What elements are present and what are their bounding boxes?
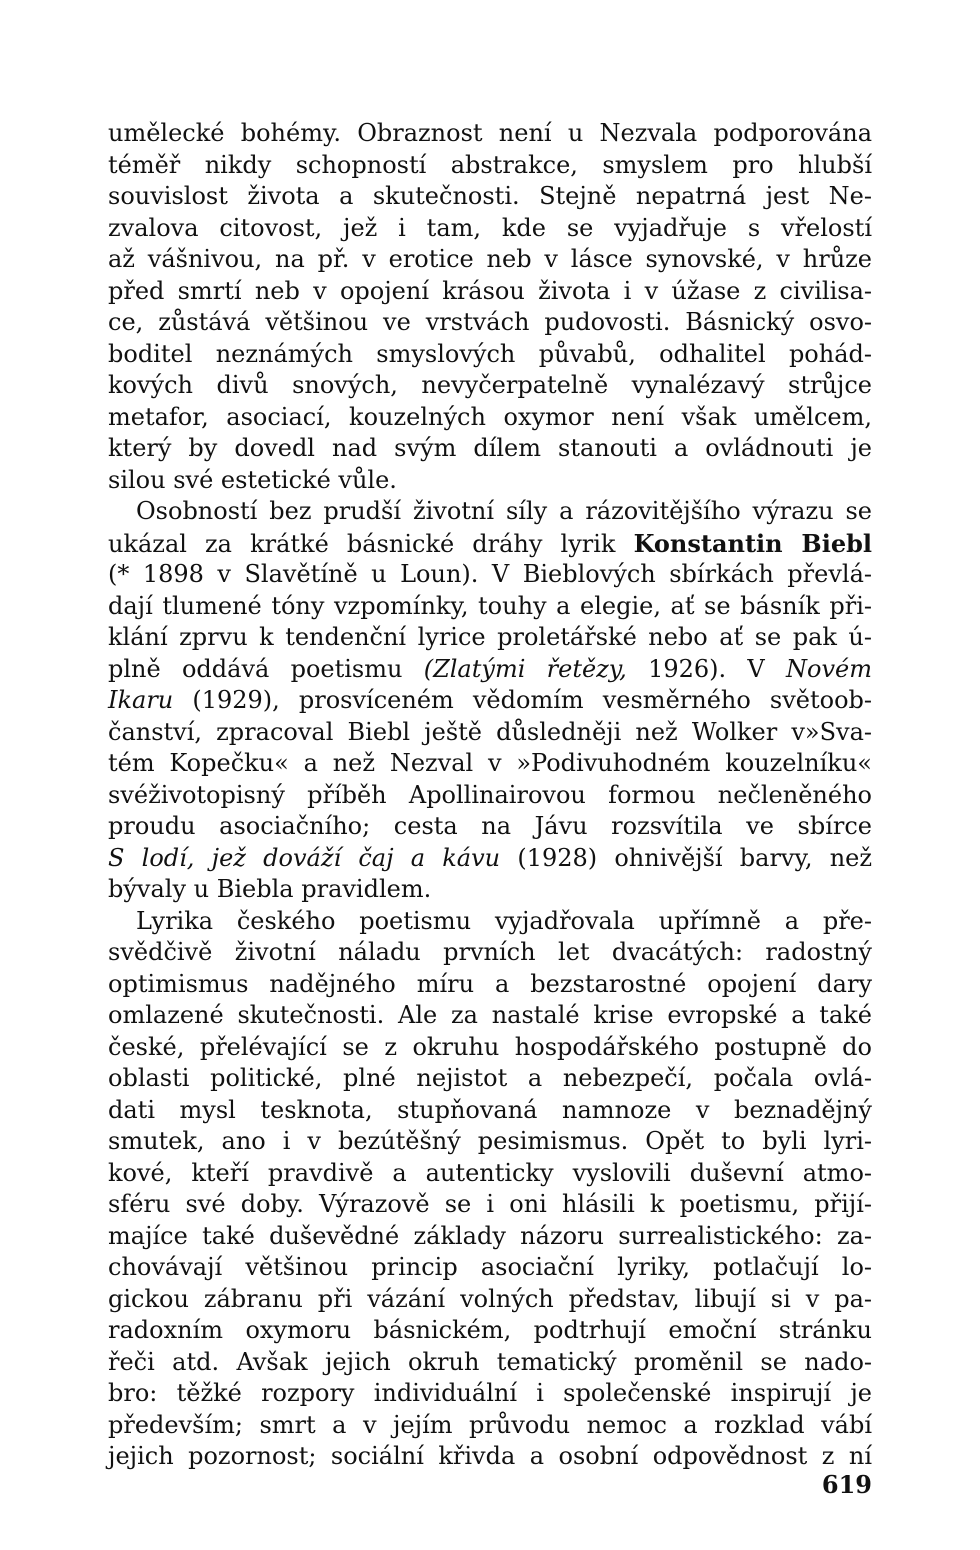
text-run: ce, zůstává většinou ve vrstvách pudovosti. Básnický osvo-	[108, 308, 872, 336]
text-line	[108, 1158, 872, 1190]
text-run: svědčivě životní náladu prvních let dvacátých: radostný	[108, 938, 872, 966]
text-run: metafor, asociací, kouzelných oxymor není však umělcem,	[108, 402, 872, 431]
text-run: bývaly u Biebla pravidlem.	[108, 875, 432, 903]
text-run: (1929), prosvíceném vědomím vesměrného světoob-	[173, 686, 872, 714]
text-line	[108, 654, 872, 686]
text-line	[108, 1095, 872, 1127]
text-run: klání zprvu k tendenční lyrice proletářské nebo ať se pak ú-	[108, 623, 872, 651]
text-run: až vášnivou, na př. v erotice neb v lásce synovské, v hrůze	[108, 245, 872, 273]
text-line	[108, 1221, 872, 1253]
italic-text: Ikaru	[108, 686, 174, 714]
text-line	[108, 591, 872, 623]
text-line	[108, 1252, 872, 1284]
text-line	[108, 1063, 872, 1095]
text-line	[108, 496, 872, 528]
page-number: 619	[821, 1470, 872, 1499]
text-run: ukázal za krátké básnické dráhy lyrik	[108, 529, 634, 558]
text-line	[108, 906, 872, 938]
text-run: české, přelévající se z okruhu hospodářského postupně do	[108, 1032, 872, 1061]
text-run: dají tlumené tóny vzpomínky, touhy a elegie, ať se básník při-	[108, 591, 872, 620]
text-run: který by dovedl nad svým dílem stanouti a ovládnouti je	[108, 434, 872, 462]
italic-text: Novém	[786, 654, 872, 683]
text-run: boditel neznámých smyslových půvabů, odhalitel pohád-	[108, 339, 872, 368]
text-line	[108, 685, 872, 717]
text-line	[108, 969, 872, 1001]
text-line	[108, 1410, 872, 1442]
text-line	[108, 1315, 872, 1347]
text-run: proudu asociačního; cesta na Jávu rozsvítila ve sbírce	[108, 812, 872, 840]
text-line	[108, 622, 872, 654]
text-line	[108, 780, 872, 812]
text-run: především; smrt a v jejím průvodu nemoc a rozklad vábí	[108, 1410, 872, 1439]
text-run: bro: těžké rozpory individuální i společenské inspirují je	[108, 1379, 872, 1407]
text-run: svéživotopisný příběh Apollinairovou formou nečleněného	[108, 780, 872, 809]
text-run: tém Kopečku« a než Nezval v »Podivuhodném kouzelníku«	[108, 749, 872, 777]
text-run: gickou zábranu při vázání volných představ, libují si v pa-	[108, 1284, 872, 1313]
text-run: Osobností bez prudší životní síly a rázovitějšího výrazu se	[136, 497, 872, 525]
text-line	[108, 1378, 872, 1410]
text-run: (1928) ohnivější barvy, než	[500, 843, 872, 872]
text-line	[108, 276, 872, 308]
text-run: Lyrika českého poetismu vyjadřovala upřímně a pře-	[136, 906, 872, 935]
text-run: smutek, ano i v bezútěšný pesimismus. Opět to byli lyri-	[108, 1127, 872, 1155]
text-line	[108, 402, 872, 434]
text-line	[108, 559, 872, 591]
page-body	[108, 118, 872, 1473]
text-line	[108, 433, 872, 465]
text-line	[108, 811, 872, 843]
text-line	[108, 1441, 872, 1473]
text-run: téměř nikdy schopností abstrakce, smyslem pro hlubší	[108, 150, 872, 179]
text-line	[108, 717, 872, 749]
text-run: umělecké bohémy. Obraznost není u Nezvala podporována	[108, 119, 872, 147]
text-run: zvalova citovost, jež i tam, kde se vyjadřuje s vřelostí	[108, 213, 872, 242]
text-line	[108, 465, 872, 497]
text-run: 1926). V	[626, 654, 787, 683]
text-line	[108, 339, 872, 371]
text-run: čanství, zpracoval Biebl ještě důsledněji než Wolker v»Sva-	[108, 717, 872, 746]
text-run: majíce také duševědné základy názoru surrealistického: za-	[108, 1221, 872, 1250]
text-line	[108, 213, 872, 245]
text-run: sféru své doby. Výrazově se i oni hlásili k poetismu, přijí-	[108, 1190, 872, 1218]
text-run: kové, kteří pravdivě a autenticky vyslovili duševní atmo-	[108, 1158, 872, 1187]
text-run: kových divů snových, nevyčerpatelně vynalézavý strůjce	[108, 371, 872, 399]
text-run: optimismus nadějného míru a bezstarostné opojení dary	[108, 969, 872, 998]
text-run: (* 1898 v Slavětíně u Loun). V Bieblových sbírkách převlá-	[108, 560, 872, 588]
text-line	[108, 1126, 872, 1158]
text-line	[108, 874, 872, 906]
text-line	[108, 370, 872, 402]
text-run: radoxním oxymoru básnickém, podtrhují emoční stránku	[108, 1316, 872, 1344]
text-line	[108, 1347, 872, 1379]
text-run: plně oddává poetismu	[108, 654, 424, 683]
italic-text: (Zlatými řetězy,	[423, 654, 627, 683]
text-line	[108, 843, 872, 875]
text-run: dati mysl tesknota, stupňovaná namnoze v beznadějný	[108, 1095, 872, 1124]
text-line	[108, 181, 872, 213]
text-line	[108, 307, 872, 339]
bold-text: Konstantin Biebl	[633, 528, 872, 558]
text-line	[108, 528, 872, 560]
text-line	[108, 1189, 872, 1221]
text-line	[108, 118, 872, 150]
text-line	[108, 1284, 872, 1316]
text-run: před smrtí neb v opojení krásou života i v úžase z civilisa-	[108, 276, 872, 305]
text-run: jejich pozornost; sociální křivda a osobní odpovědnost z ní	[108, 1442, 872, 1470]
text-run: souvislost života a skutečnosti. Stejně nepatrná jest Ne-	[108, 182, 872, 210]
text-line	[108, 244, 872, 276]
text-line	[108, 150, 872, 182]
text-line	[108, 1000, 872, 1032]
italic-text: S lodí, jež dováží čaj a kávu	[108, 843, 501, 872]
text-run: chovávají většinou princip asociační lyriky, potlačují lo-	[108, 1253, 872, 1281]
text-line	[108, 937, 872, 969]
text-line	[108, 748, 872, 780]
text-run: silou své estetické vůle.	[108, 465, 397, 494]
text-line	[108, 1032, 872, 1064]
text-run: oblasti politické, plné nejistot a nebezpečí, počala ovlá-	[108, 1064, 872, 1092]
text-run: omlazené skutečnosti. Ale za nastalé krise evropské a také	[108, 1001, 872, 1029]
text-run: řeči atd. Avšak jejich okruh tematický proměnil se nado-	[108, 1347, 872, 1376]
